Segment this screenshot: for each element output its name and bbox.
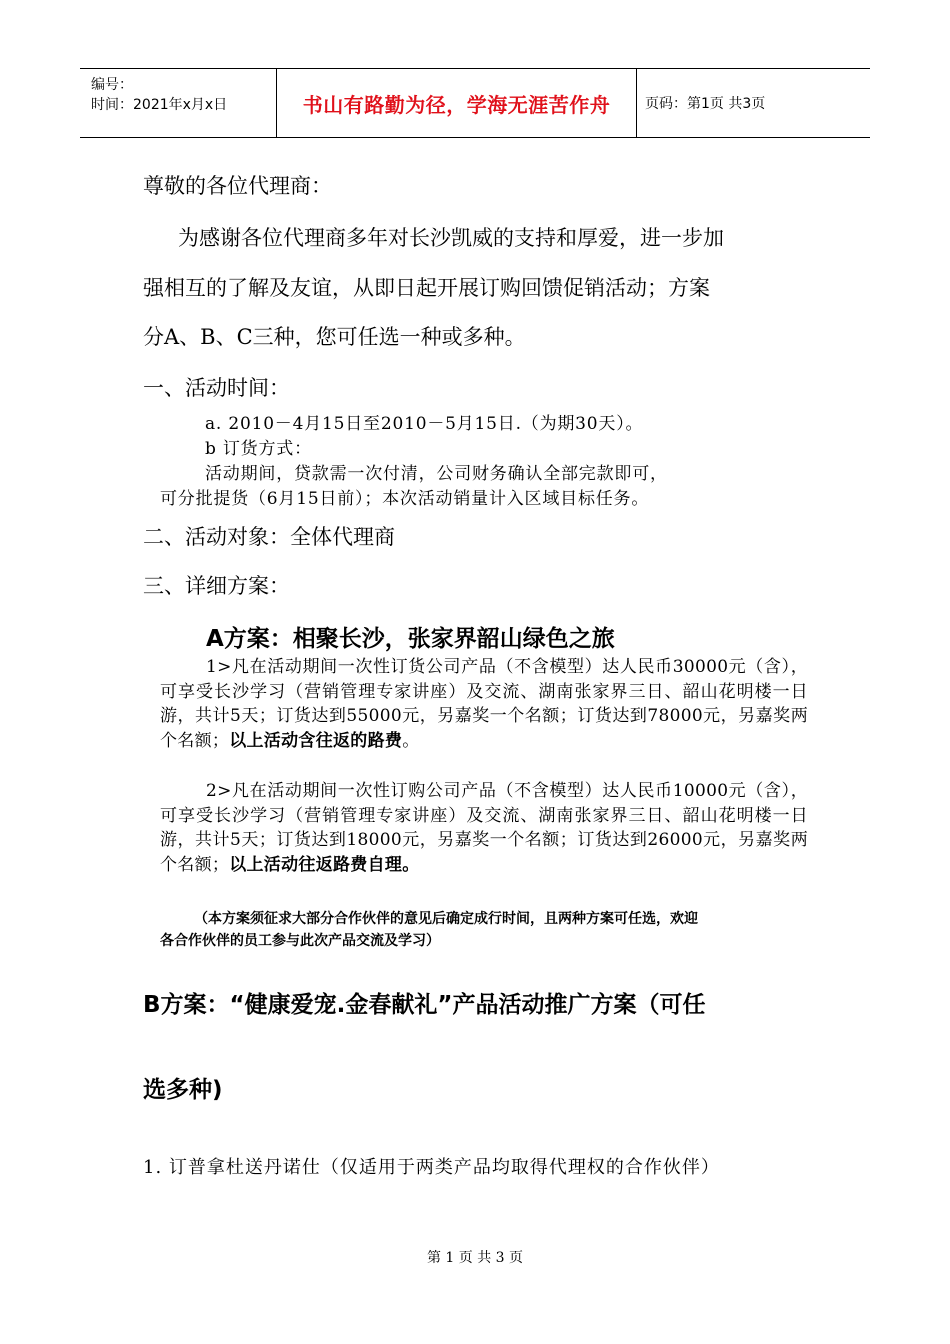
intro-line-2: 强相互的了解及友谊，从即日起开展订购回馈促销活动；方案 bbox=[143, 276, 710, 300]
plan-a-note-line-2: 各合作伙伴的员工参与此次产品交流及学习） bbox=[160, 933, 440, 949]
plan-a-item-1-text: 1>凡在活动期间一次性订货公司产品（不含模型）达人民币30000元（含），可享受长沙学习（营销管理专家讲座）及交流、湖南张家界三日、韶山花明楼一日游，共计5天；订货达到55000元，另嘉奖一个名额；订货达到78000元，另嘉奖两个名额； bbox=[160, 657, 808, 751]
page-header bbox=[80, 68, 870, 138]
intro-line-1: 为感谢各位代理商多年对长沙凯威的支持和厚爱，进一步加 bbox=[178, 226, 724, 250]
document-number: 编号： bbox=[91, 77, 133, 93]
plan-a-note-line-1: （本方案须征求大部分合作伙伴的意见后确定成行时间，且两种方案可任选，欢迎 bbox=[194, 911, 698, 927]
plan-b-item-1: 1. 订普拿杜送丹诺仕（仅适用于两类产品均取得代理权的合作伙伴） bbox=[143, 1157, 720, 1178]
plan-a-item-1-bold: 以上活动含往返的路费 bbox=[229, 730, 403, 751]
plan-a-item-2 bbox=[160, 779, 808, 877]
plan-a-item-2-bold: 以上活动往返路费自理。 bbox=[229, 854, 420, 875]
section-activity-time: 一、活动时间： bbox=[143, 376, 290, 400]
section-activity-target: 二、活动对象：全体代理商 bbox=[143, 525, 395, 549]
page-footer: 第 1 页 共 3 页 bbox=[426, 1250, 524, 1266]
order-method-line-1: 活动期间，贷款需一次付清，公司财务确认全部完款即可， bbox=[205, 464, 668, 484]
plan-b-title-line-1: B方案：“健康爱宠.金春献礼”产品活动推广方案（可任 bbox=[143, 992, 706, 1018]
greeting: 尊敬的各位代理商： bbox=[143, 174, 332, 198]
order-method-line-2: 可分批提货（6月15日前）；本次活动销量计入区域目标任务。 bbox=[160, 489, 650, 509]
plan-a-title: A方案：相聚长沙，张家界韶山绿色之旅 bbox=[206, 626, 615, 652]
document-date: 时间：2021年x月x日 bbox=[91, 97, 228, 113]
header-motto: 书山有路勤为径，学海无涯苦作舟 bbox=[277, 69, 637, 137]
plan-a-item-1 bbox=[160, 655, 808, 753]
section-detailed-plan: 三、详细方案： bbox=[143, 574, 290, 598]
plan-a-note bbox=[160, 908, 820, 952]
header-meta bbox=[80, 69, 277, 137]
plan-b-title-line-2: 选多种) bbox=[143, 1077, 223, 1103]
header-page-info: 页码：第1页 共3页 bbox=[645, 96, 766, 112]
activity-time-a: a. 2010－4月15日至2010－5月15日.（为期30天）。 bbox=[205, 414, 644, 434]
intro-line-3: 分A、B、C三种，您可任选一种或多种。 bbox=[143, 325, 526, 349]
plan-a-item-1-end: 。 bbox=[402, 730, 420, 751]
order-method-label: b 订货方式： bbox=[205, 439, 312, 459]
plan-a-item-2-text: 2>凡在活动期间一次性订购公司产品（不含模型）达人民币10000元（含），可享受长沙学习（营销管理专家讲座）及交流、湖南张家界三日、韶山花明楼一日游，共计5天；订货达到18000元，另嘉奖一个名额；订货达到26000元，另嘉奖两个名额； bbox=[160, 781, 808, 875]
